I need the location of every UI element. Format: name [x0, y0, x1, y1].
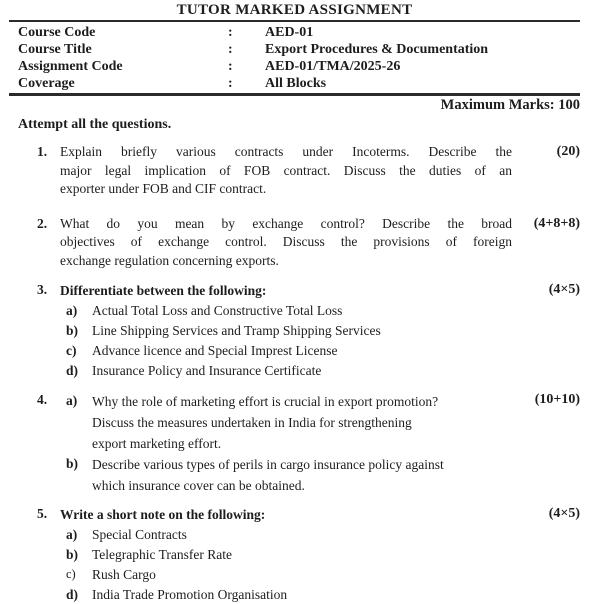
question-2: [37, 215, 580, 271]
maximum-marks: Maximum Marks: 100: [9, 98, 580, 113]
question-text: [60, 143, 512, 199]
sub-item: [60, 361, 512, 381]
sub-item: [60, 341, 512, 361]
sub-item-letter: c): [66, 565, 92, 585]
sub-item-text: Telegraphic Transfer Rate: [92, 545, 232, 565]
question-line: which insurance cover can be obtained.: [92, 475, 444, 496]
question-number: 5.: [37, 505, 60, 524]
question-line: exchange regulation concerning exports.: [60, 252, 512, 271]
question-1: [37, 143, 580, 199]
header-field-row: [9, 58, 580, 75]
sub-item-text: [92, 391, 438, 454]
question-heading: Write a short note on the following:: [60, 505, 512, 524]
sub-item: [60, 321, 512, 341]
header-field-row: [9, 75, 580, 92]
sub-item-letter: b): [66, 454, 92, 474]
question-line: What do you mean by exchange control? Describe the broad: [60, 215, 512, 234]
question-marks: (4×5): [549, 281, 580, 300]
sub-item: [60, 585, 512, 604]
field-colon: :: [228, 58, 265, 75]
question-line: exporter under FOB and CIF contract.: [60, 180, 512, 199]
sub-item-text: Line Shipping Services and Tramp Shipping Services: [92, 321, 381, 341]
question-body: [60, 505, 512, 604]
question-number: 2.: [37, 215, 60, 234]
question-number: 4.: [37, 391, 60, 410]
sub-item-text: Insurance Policy and Insurance Certificate: [92, 361, 321, 381]
sub-item-text: Actual Total Loss and Constructive Total Loss: [92, 301, 342, 321]
sub-item: [60, 391, 512, 454]
question-marks: (4+8+8): [534, 215, 580, 234]
field-colon: :: [228, 41, 265, 58]
field-value-assignment-code: AED-01/TMA/2025-26: [265, 58, 400, 75]
sub-item-letter: b): [66, 545, 92, 565]
field-value-coverage: All Blocks: [265, 75, 326, 92]
header-table: [9, 22, 580, 96]
question-line: export marketing effort.: [92, 433, 438, 454]
sub-item-letter: d): [66, 585, 92, 604]
question-line: Describe various types of perils in cargo insurance policy against: [92, 454, 444, 475]
field-colon: :: [228, 24, 265, 41]
sub-item-text: Special Contracts: [92, 525, 187, 545]
question-body: [60, 281, 512, 380]
question-marks: (10+10): [535, 391, 580, 410]
question-line: objectives of exchange control. Discuss the provisions of foreign: [60, 233, 512, 252]
field-label-assignment-code: Assignment Code: [18, 58, 228, 75]
question-line: Why the role of marketing effort is crucial in export promotion?: [92, 391, 438, 412]
question-body: [60, 391, 512, 496]
field-label-course-code: Course Code: [18, 24, 228, 41]
question-3: [37, 281, 580, 380]
document-title: TUTOR MARKED ASSIGNMENT: [9, 3, 580, 22]
question-marks: (20): [557, 143, 580, 162]
field-value-course-code: AED-01: [265, 24, 313, 41]
sub-item: [60, 301, 512, 321]
question-heading: Differentiate between the following:: [60, 281, 512, 300]
sub-item-text: [92, 454, 444, 496]
header-field-row: [9, 41, 580, 58]
question-number: 1.: [37, 143, 60, 162]
question-number: 3.: [37, 281, 60, 300]
field-colon: :: [228, 75, 265, 92]
question-line: major legal implication of FOB contract. Discuss the duties of an: [60, 162, 512, 181]
question-4: [37, 391, 580, 496]
question-marks: (4×5): [549, 505, 580, 524]
sub-item: [60, 565, 512, 585]
field-label-course-title: Course Title: [18, 41, 228, 58]
sub-item-letter: b): [66, 321, 92, 341]
sub-item: [60, 454, 512, 496]
question-5: [37, 505, 580, 604]
question-line: Discuss the measures undertaken in India for strengthening: [92, 412, 438, 433]
field-value-course-title: Export Procedures & Documentation: [265, 41, 488, 58]
question-line: Explain briefly various contracts under Incoterms. Describe the: [60, 143, 512, 162]
sub-item-letter: a): [66, 525, 92, 545]
sub-item-letter: a): [66, 301, 92, 321]
field-label-coverage: Coverage: [18, 75, 228, 92]
question-text: [60, 215, 512, 271]
sub-item-letter: c): [66, 341, 92, 361]
sub-item: [60, 545, 512, 565]
sub-item: [60, 525, 512, 545]
header-field-row: [9, 24, 580, 41]
sub-item-letter: a): [66, 391, 92, 411]
sub-item-text: India Trade Promotion Organisation: [92, 585, 287, 604]
sub-item-text: Advance licence and Special Imprest License: [92, 341, 338, 361]
attempt-instruction: Attempt all the questions.: [18, 117, 580, 132]
sub-item-text: Rush Cargo: [92, 565, 156, 585]
sub-item-letter: d): [66, 361, 92, 381]
